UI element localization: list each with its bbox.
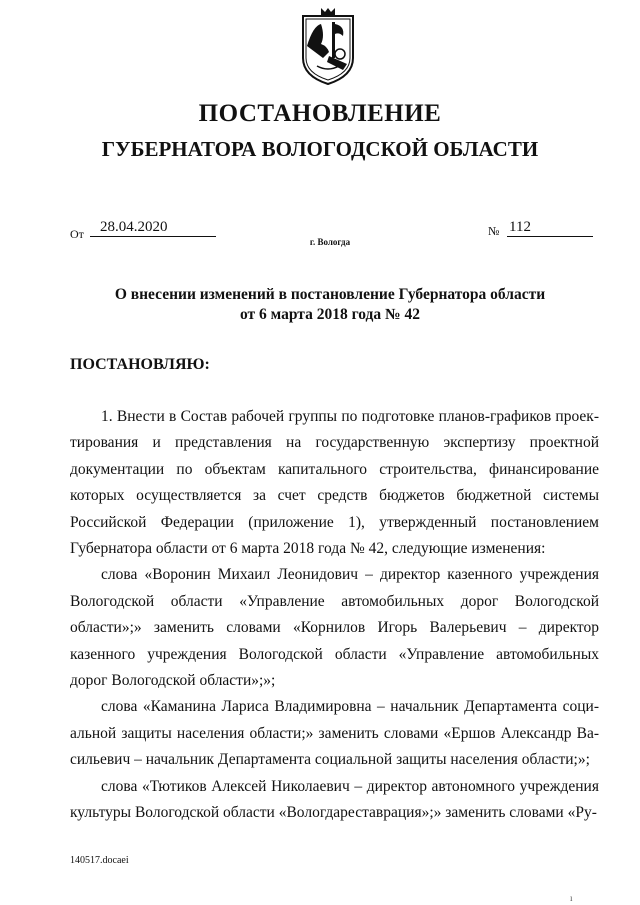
subject-line-2: от 6 марта 2018 года № 42 (240, 306, 420, 323)
body-paragraph-2: слова «Воронин Михаил Леонидович – директор казенного учреждения Вологодской области «Управление автомобильных дорог Вологодской области»;» заменить словами «Корнилов Игорь Валерьевич – директор казенного учреждения Вологодской области «Управление автомобильных дорог Вологодской области»;»; (70, 566, 599, 690)
document-title: ПОСТАНОВЛЕНИЕ (198, 100, 442, 127)
vologda-coat-of-arms-icon (299, 6, 357, 88)
document-number: 112 (507, 219, 593, 237)
document-city: г. Вологда (309, 237, 351, 247)
number-label: № (488, 224, 500, 238)
document-body (70, 404, 599, 827)
file-code: 140517.docaei (70, 855, 129, 866)
document-issuer: ГУБЕРНАТОРА ВОЛОГОДСКОЙ ОБЛАСТИ (101, 137, 539, 161)
body-paragraph-3: слова «Каманина Лариса Владимировна – начальник Департамента социальной защиты населения области;» заменить словами «Ершов Александр Васильевич – начальник Департамента социальной защиты населения области;»; (70, 698, 599, 769)
subject-line-1: О внесении изменений в постановление Губернатора области (114, 286, 546, 303)
document-date: 28.04.2020 (90, 219, 216, 237)
document-subject (60, 285, 600, 325)
body-paragraph-4: слова «Тютиков Алексей Николаевич – директор автономного учреждения культуры Вологодской области «Вологдареставрация»;» заменить словами «Ру- (70, 777, 599, 822)
corner-mark: ı (570, 893, 573, 903)
body-paragraph-1: 1. Внести в Состав рабочей группы по подготовке планов-графиков проектирования и представления на государственную экспертизу проектной документации по объектам капитального строительства, финансирование которых осуществляется за счет средств бюджетов бюджетной системы Российской Федерации (приложение 1), утвержденный постановлением Губернатора области от 6 марта 2018 года № 42, следующие изменения: (70, 408, 599, 558)
date-label: От (70, 227, 84, 241)
decree-heading: ПОСТАНОВЛЯЮ: (70, 356, 210, 373)
